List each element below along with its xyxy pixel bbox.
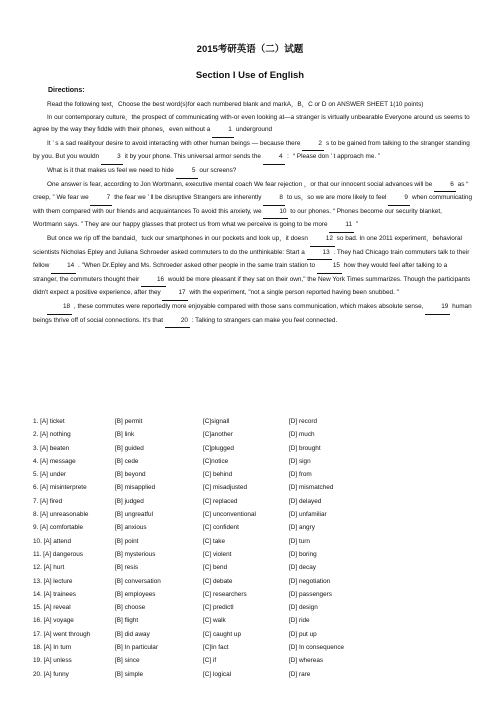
option-d: [D] record [289,418,318,425]
option-a: 1. [A] ticket [33,418,65,425]
option-c: [C]plugged [203,444,234,452]
option-c: [C] confident [203,524,239,532]
blank-4: 4 [263,151,285,165]
paragraph-text: our screens? [199,166,237,174]
blank-8: 8 [263,192,285,206]
paragraph-text: it by your phone. This universal armor sends the [124,153,261,161]
option-b: [B] In particular [115,644,158,652]
section-heading: Section I Use of English [195,70,305,81]
option-c: [C]notice [203,457,229,465]
option-a: 8. [A] unreasonable [33,511,89,519]
option-c: [C] take [203,537,226,545]
option-row [33,495,473,508]
option-row [33,508,473,521]
paragraph-4 [33,179,473,233]
paragraph-text: to us，so we are more likely to feel [286,194,387,202]
option-row [33,455,473,468]
option-c: [C] replaced [203,497,238,505]
option-b: [B] beyond [115,471,146,479]
paragraph-text: how they would feel after talking to a stranger, the commuters thought their [33,262,448,283]
option-row [33,641,473,654]
option-a: 17. [A] went through [33,630,91,638]
option-row [33,561,473,574]
option-b: [B] judged [115,497,144,505]
option-row [33,668,473,681]
option-a: 15. [A] reveal [33,604,71,612]
option-a: 11. [A] dangerous [33,550,83,558]
paragraph-text: would be more pleasant if they sat on their own," the New York Times summarizes. Though the participants didn't expect a positive experience, after they [33,275,471,297]
option-d: [D] delayed [289,497,322,505]
blank-9: 9 [388,192,410,206]
paragraph-text: human beings thrive off of social connections. It's that [33,302,472,324]
option-b: [B] permit [115,418,143,425]
option-d: [D] passengers [289,590,332,598]
option-c: [C] unconventional [203,511,256,519]
option-d: [D] unfamiliar [289,511,327,519]
option-row [33,535,473,548]
option-c: [C] logical [203,670,232,678]
option-a: 13. [A] lecture [33,577,73,585]
option-row [33,588,473,601]
option-c: [C] debate [203,577,233,585]
paragraph-1 [33,112,473,138]
option-row [33,628,473,641]
option-row [33,468,473,481]
option-c: [C] researchers [203,590,247,598]
paragraph-text: underground [235,126,273,134]
option-a: 5. [A] under [33,471,67,479]
option-row [33,575,473,588]
option-b: [B] conversation [115,577,161,585]
option-row [33,428,473,441]
option-d: [D] sign [289,457,311,465]
blank-16: 16 [141,274,166,288]
option-c: [C] bend [203,564,228,572]
option-row [33,442,473,455]
blank-18: 18 [47,301,72,315]
paragraph-2 [33,138,473,165]
directions-text: Read the following text，Choose the best word(s)for each numbered blank and markA，B，C or D on ANSWER SHEET 1(10 points) [47,101,424,108]
option-b: [B] guided [115,444,144,452]
paragraph-text: ” [355,221,358,229]
option-b: [B] since [115,657,140,665]
answer-options [33,415,473,681]
paragraph-6 [33,301,473,328]
blank-5: 5 [176,165,198,179]
blank-12: 12 [310,233,335,247]
option-d: [D] put up [289,630,317,638]
option-c: [C] violent [203,550,232,558]
blank-13: 13 [307,247,332,261]
option-d: [D] from [289,471,312,479]
option-c: [C] walk [203,617,226,625]
option-b: [B] did away [115,630,150,638]
blank-14: 14 [51,260,76,274]
blank-15: 15 [317,260,342,274]
option-d: [D] negotiation [289,577,331,585]
option-b: [B] simple [115,670,144,678]
option-b: [B] flight [115,617,139,625]
paragraph-text: so bad. In one 2011 experiment，behavioral scientists Nicholas Epley and Juliana Schroeder asked commuters to do the unthinkable: Start a [33,234,462,256]
option-row [33,548,473,561]
exam-title: 2015考研英语（二）试题 [196,44,304,55]
option-a: 9. [A] comfortable [33,524,84,532]
option-c: [C] if [203,657,217,665]
paragraph-text: One answer is fear, according to Jon Wortmann, executive mental coach We fear rejection ，or that our innocent social advances will be [47,180,433,188]
option-a: 19. [A] unless [33,657,72,665]
paragraph-text: , these commutes were reportedly more enjoyable compared with those sans communication, which makes absolute sense, [73,302,424,310]
option-a: 20. [A] funny [33,670,69,678]
blank-7: 7 [90,192,112,206]
blank-19: 19 [425,301,450,315]
blank-2: 2 [302,138,324,152]
paragraph-text: : Talking to strangers can make you feel connected. [191,316,338,324]
paragraph-5 [33,233,473,301]
option-c: [C]signall [203,418,230,425]
option-a: 2. [A] nothing [33,431,71,439]
paragraph-text: . "When Dr.Epley and Ms. Schroeder asked other people in the same train station to [78,262,316,270]
option-b: [B] point [115,537,139,545]
directions-label: Directions: [48,87,85,94]
option-b: [B] anxious [115,524,147,532]
blank-1: 1 [212,124,234,138]
paragraph-text: It ’ s a sad realityour desire to avoid interacting with other human beings — because there [47,139,301,147]
option-d: [D] mismatched [289,484,334,492]
option-d: [D] In consequence [289,644,345,652]
option-row [33,601,473,614]
option-d: [D] ride [289,617,310,625]
blank-3: 3 [101,151,123,165]
paragraph-text: as “ creep, ” We fear we [33,180,469,202]
option-c: [C]another [203,431,233,439]
paragraph-text: when communicating with them compared with our friends and acquaintances To avoid this anxiety, we [33,194,473,215]
option-d: [D] turn [289,537,310,545]
paragraph-text: What is it that makes us feel we need to hide [47,166,174,174]
option-b: [B] resis [115,564,139,572]
option-d: [D] much [289,431,315,439]
option-d: [D] angry [289,524,315,532]
option-a: 7. [A] fired [33,497,63,505]
paragraph-text: the fear we ’ ll be disruptive Strangers are inherently [114,194,262,202]
option-b: [B] ungreatful [115,511,154,519]
option-a: 12. [A] hurt [33,564,65,572]
option-b: [B] link [115,431,135,439]
blank-11: 11 [329,219,354,233]
paragraph-3 [33,165,473,179]
paragraph-text: . They had Chicago train commuters talk to their fellow [33,248,470,270]
option-a: 14. [A] trainees [33,590,76,598]
option-b: [B] misapplied [115,484,156,492]
paragraph-text: But once we rip off the bandaid，tuck our smartphones in our pockets and look up，it doesn [47,234,308,242]
option-a: 6. [A] misinterprete [33,484,87,492]
option-row [33,521,473,534]
paragraph-text: In our contemporary culture，the prospect of communicating with-or even looking at—a stranger is virtually unbearable Everyone around us seems to agree by the way they fiddle with their phones，even without a [33,113,470,134]
option-a: 4. [A] message [33,457,76,465]
option-row [33,415,473,428]
option-d: [D] boring [289,550,317,558]
option-b: [B] mysterious [115,550,156,558]
cloze-passage [33,99,473,328]
option-d: [D] rare [289,670,311,678]
option-a: 10. [A] attend [33,537,72,545]
blank-17: 17 [162,287,187,301]
option-c: [C] caught up [203,630,242,638]
option-b: [B] employees [115,590,156,598]
option-b: [B] cede [115,457,139,465]
paragraph-text: s to be gained from talking to the stranger standing by you. But you wouldn [33,139,470,161]
option-c: [C] predictl [203,604,234,612]
blank-6: 6 [434,179,456,193]
option-d: [D] brought [289,444,321,452]
option-d: [D] whereas [289,657,324,665]
paragraph-text: to our phones. “ Phones become our security blanket, Wortmann says. ” They are our happy glasses that protect us from what we perceive is going to be more [33,207,442,229]
option-row [33,654,473,667]
paragraph-text: with the experiment, "not a single person reported having been snubbed. " [189,289,399,297]
option-row [33,481,473,494]
option-a: 18. [A] In turn [33,644,72,652]
paragraph-text: ：“ Please don ’ t approach me. ” [286,153,381,161]
option-a: 3. [A] beaten [33,444,70,452]
blank-10: 10 [263,206,288,220]
option-row [33,614,473,627]
option-d: [D] design [289,604,318,612]
option-d: [D] decay [289,564,316,572]
blank-20: 20 [165,315,190,329]
option-c: [C] behind [203,471,233,479]
option-a: 16. [A] voyage [33,617,74,625]
option-c: [C]In fact [203,644,229,652]
option-c: [C] misadjusted [203,484,248,492]
option-b: [B] choose [115,604,146,612]
